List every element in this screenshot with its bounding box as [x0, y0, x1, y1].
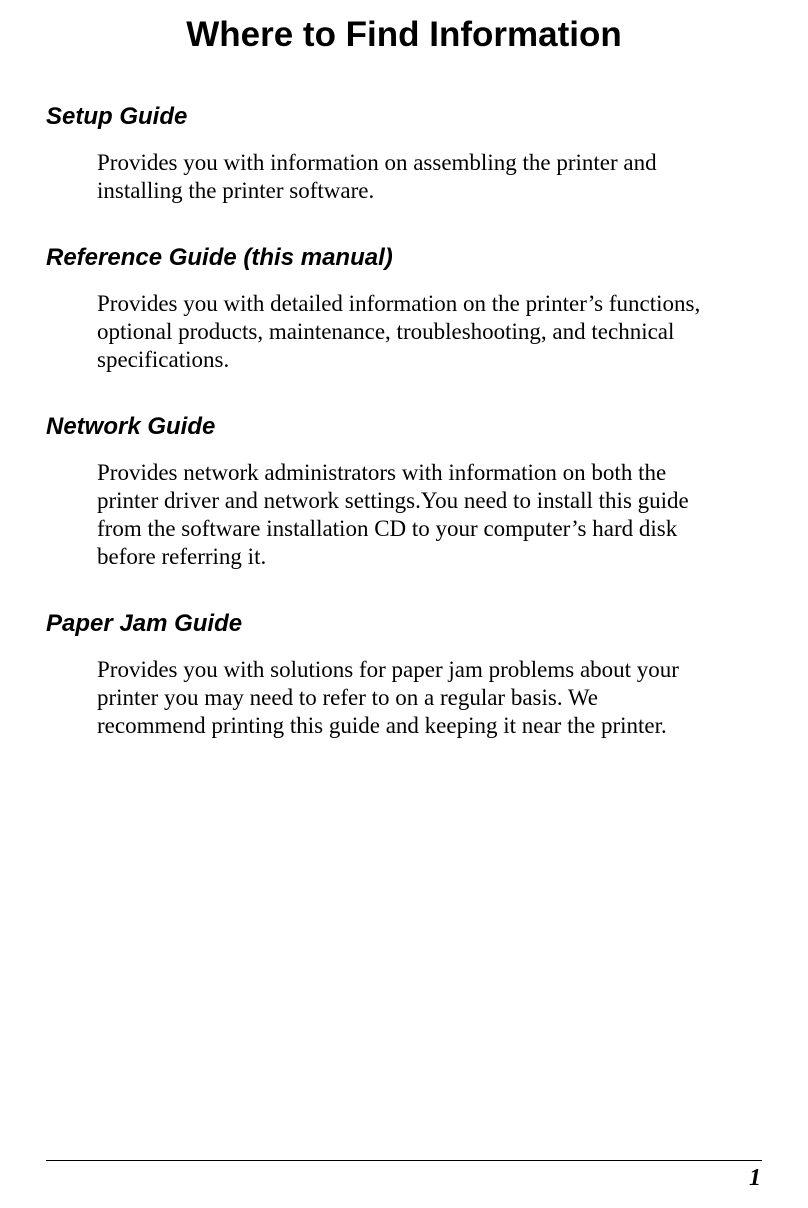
- body-line: recommend printing this guide and keeping it near the printer.: [97, 713, 667, 738]
- body-line: specifications.: [97, 347, 230, 372]
- page-title: Where to Find Information: [186, 15, 622, 54]
- section-heading: Reference Guide (this manual): [46, 244, 393, 271]
- section-reference-guide: [0, 243, 808, 374]
- body-line: from the software installation CD to your computer’s hard disk: [97, 516, 678, 541]
- section-body: [0, 290, 757, 374]
- body-line: optional products, maintenance, troubleshooting, and technical: [97, 319, 675, 344]
- section-body: [0, 656, 757, 740]
- section-network-guide: [0, 412, 808, 571]
- body-line: before referring it.: [97, 544, 267, 569]
- page-number: 1: [749, 1165, 761, 1191]
- body-line: Provides you with detailed information on the printer’s functions,: [97, 291, 701, 316]
- section-body: [0, 149, 757, 205]
- section-heading: Network Guide: [46, 413, 216, 440]
- footer-divider: [46, 1160, 762, 1161]
- section-setup-guide: [0, 102, 808, 205]
- body-line: printer you may need to refer to on a regular basis. We: [97, 685, 598, 710]
- section-body: [0, 459, 757, 571]
- body-line: Provides you with information on assembling the printer and: [97, 150, 657, 175]
- body-line: Provides network administrators with information on both the: [97, 460, 667, 485]
- body-line: Provides you with solutions for paper jam problems about your: [97, 657, 679, 682]
- section-heading: Setup Guide: [46, 103, 188, 130]
- body-line: installing the printer software.: [97, 178, 375, 203]
- section-heading: Paper Jam Guide: [46, 610, 243, 637]
- section-paper-jam-guide: [0, 609, 808, 740]
- body-line: printer driver and network settings.You need to install this guide: [97, 488, 689, 513]
